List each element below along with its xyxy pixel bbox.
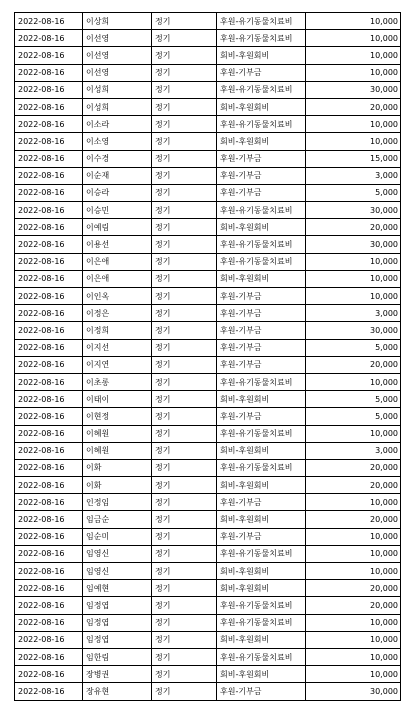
date-cell: 2022-08-16	[15, 64, 83, 81]
donor-name-cell: 이승라	[83, 184, 152, 201]
table-row	[15, 477, 401, 494]
amount-cell: 10,000	[306, 631, 401, 648]
amount-cell: 20,000	[306, 511, 401, 528]
amount-cell: 10,000	[306, 288, 401, 305]
donor-name-cell: 이혜원	[83, 442, 152, 459]
category-cell: 후원-기부금	[217, 528, 306, 545]
donation-type-cell: 정기	[152, 339, 217, 356]
donor-name-cell: 이예림	[83, 219, 152, 236]
category-cell: 후원-기부금	[217, 167, 306, 184]
category-cell: 후원-유기동물치료비	[217, 30, 306, 47]
table-row	[15, 614, 401, 631]
category-cell: 후원-유기동물치료비	[217, 545, 306, 562]
date-cell: 2022-08-16	[15, 253, 83, 270]
donation-type-cell: 정기	[152, 425, 217, 442]
category-cell: 후원-유기동물치료비	[217, 459, 306, 476]
date-cell: 2022-08-16	[15, 322, 83, 339]
amount-cell: 30,000	[306, 322, 401, 339]
category-cell: 회비-후원회비	[217, 391, 306, 408]
table-row	[15, 47, 401, 64]
table-row	[15, 219, 401, 236]
donor-name-cell: 임한림	[83, 648, 152, 665]
date-cell: 2022-08-16	[15, 459, 83, 476]
date-cell: 2022-08-16	[15, 270, 83, 287]
donor-name-cell: 이용선	[83, 236, 152, 253]
donation-type-cell: 정기	[152, 184, 217, 201]
table-row	[15, 391, 401, 408]
category-cell: 회비-후원회비	[217, 580, 306, 597]
table-row	[15, 356, 401, 373]
donation-type-cell: 정기	[152, 459, 217, 476]
donor-name-cell: 이선영	[83, 30, 152, 47]
donation-type-cell: 정기	[152, 305, 217, 322]
date-cell: 2022-08-16	[15, 563, 83, 580]
donation-type-cell: 정기	[152, 666, 217, 683]
category-cell: 후원-유기동물치료비	[217, 425, 306, 442]
donor-name-cell: 장병권	[83, 666, 152, 683]
date-cell: 2022-08-16	[15, 30, 83, 47]
date-cell: 2022-08-16	[15, 184, 83, 201]
table-row	[15, 580, 401, 597]
category-cell: 회비-후원회비	[217, 666, 306, 683]
table-row	[15, 64, 401, 81]
donor-name-cell: 이초롱	[83, 373, 152, 390]
donor-name-cell: 이현정	[83, 408, 152, 425]
category-cell: 후원-유기동물치료비	[217, 614, 306, 631]
amount-cell: 30,000	[306, 81, 401, 98]
category-cell: 후원-유기동물치료비	[217, 597, 306, 614]
date-cell: 2022-08-16	[15, 442, 83, 459]
date-cell: 2022-08-16	[15, 648, 83, 665]
category-cell: 후원-유기동물치료비	[217, 253, 306, 270]
amount-cell: 10,000	[306, 13, 401, 30]
donor-name-cell: 이혜원	[83, 425, 152, 442]
donation-type-cell: 정기	[152, 614, 217, 631]
date-cell: 2022-08-16	[15, 511, 83, 528]
amount-cell: 10,000	[306, 563, 401, 580]
amount-cell: 10,000	[306, 47, 401, 64]
table-row	[15, 81, 401, 98]
donation-type-cell: 정기	[152, 253, 217, 270]
amount-cell: 20,000	[306, 356, 401, 373]
donation-type-cell: 정기	[152, 648, 217, 665]
donor-name-cell: 이선영	[83, 64, 152, 81]
table-row	[15, 597, 401, 614]
donor-name-cell: 임정엽	[83, 631, 152, 648]
donor-name-cell: 이인옥	[83, 288, 152, 305]
table-row	[15, 373, 401, 390]
donation-type-cell: 정기	[152, 202, 217, 219]
donor-name-cell: 이정은	[83, 305, 152, 322]
donation-type-cell: 정기	[152, 116, 217, 133]
donor-name-cell: 이지연	[83, 356, 152, 373]
amount-cell: 10,000	[306, 30, 401, 47]
donor-name-cell: 이화	[83, 459, 152, 476]
date-cell: 2022-08-16	[15, 614, 83, 631]
date-cell: 2022-08-16	[15, 339, 83, 356]
donation-type-cell: 정기	[152, 391, 217, 408]
date-cell: 2022-08-16	[15, 425, 83, 442]
donation-type-cell: 정기	[152, 477, 217, 494]
category-cell: 후원-기부금	[217, 356, 306, 373]
donation-type-cell: 정기	[152, 64, 217, 81]
donation-type-cell: 정기	[152, 511, 217, 528]
amount-cell: 20,000	[306, 98, 401, 115]
table-row	[15, 116, 401, 133]
category-cell: 후원-유기동물치료비	[217, 81, 306, 98]
date-cell: 2022-08-16	[15, 373, 83, 390]
category-cell: 후원-유기동물치료비	[217, 202, 306, 219]
date-cell: 2022-08-16	[15, 133, 83, 150]
date-cell: 2022-08-16	[15, 666, 83, 683]
category-cell: 후원-유기동물치료비	[217, 116, 306, 133]
category-cell: 회비-후원회비	[217, 442, 306, 459]
category-cell: 회비-후원회비	[217, 47, 306, 64]
table-row	[15, 288, 401, 305]
donor-name-cell: 임예현	[83, 580, 152, 597]
date-cell: 2022-08-16	[15, 477, 83, 494]
donor-name-cell: 이화	[83, 477, 152, 494]
category-cell: 후원-기부금	[217, 322, 306, 339]
table-row	[15, 408, 401, 425]
amount-cell: 10,000	[306, 648, 401, 665]
donation-type-cell: 정기	[152, 47, 217, 64]
table-row	[15, 270, 401, 287]
donation-ledger-table	[14, 12, 401, 701]
donation-type-cell: 정기	[152, 30, 217, 47]
table-row	[15, 528, 401, 545]
donation-type-cell: 정기	[152, 322, 217, 339]
donor-name-cell: 이소라	[83, 116, 152, 133]
amount-cell: 30,000	[306, 683, 401, 700]
table-row	[15, 459, 401, 476]
date-cell: 2022-08-16	[15, 545, 83, 562]
table-row	[15, 236, 401, 253]
category-cell: 후원-유기동물치료비	[217, 648, 306, 665]
date-cell: 2022-08-16	[15, 81, 83, 98]
amount-cell: 10,000	[306, 545, 401, 562]
amount-cell: 5,000	[306, 184, 401, 201]
category-cell: 후원-유기동물치료비	[217, 373, 306, 390]
category-cell: 회비-후원회비	[217, 477, 306, 494]
amount-cell: 10,000	[306, 373, 401, 390]
date-cell: 2022-08-16	[15, 13, 83, 30]
table-row	[15, 98, 401, 115]
amount-cell: 15,000	[306, 150, 401, 167]
donor-name-cell: 임영신	[83, 545, 152, 562]
donor-name-cell: 이성희	[83, 81, 152, 98]
donor-name-cell: 임영신	[83, 563, 152, 580]
amount-cell: 10,000	[306, 666, 401, 683]
donor-name-cell: 이은애	[83, 253, 152, 270]
date-cell: 2022-08-16	[15, 356, 83, 373]
amount-cell: 10,000	[306, 270, 401, 287]
table-row	[15, 13, 401, 30]
donor-name-cell: 장유현	[83, 683, 152, 700]
amount-cell: 3,000	[306, 442, 401, 459]
category-cell: 후원-기부금	[217, 150, 306, 167]
amount-cell: 10,000	[306, 528, 401, 545]
donation-type-cell: 정기	[152, 494, 217, 511]
category-cell: 회비-후원회비	[217, 511, 306, 528]
donation-type-cell: 정기	[152, 373, 217, 390]
amount-cell: 20,000	[306, 580, 401, 597]
donation-type-cell: 정기	[152, 356, 217, 373]
table-row	[15, 442, 401, 459]
donor-name-cell: 이수경	[83, 150, 152, 167]
date-cell: 2022-08-16	[15, 391, 83, 408]
amount-cell: 10,000	[306, 133, 401, 150]
date-cell: 2022-08-16	[15, 219, 83, 236]
donor-name-cell: 이선영	[83, 47, 152, 64]
donation-type-cell: 정기	[152, 236, 217, 253]
date-cell: 2022-08-16	[15, 150, 83, 167]
date-cell: 2022-08-16	[15, 597, 83, 614]
donation-type-cell: 정기	[152, 442, 217, 459]
amount-cell: 30,000	[306, 202, 401, 219]
donation-type-cell: 정기	[152, 528, 217, 545]
table-row	[15, 511, 401, 528]
donation-type-cell: 정기	[152, 597, 217, 614]
date-cell: 2022-08-16	[15, 288, 83, 305]
category-cell: 후원-기부금	[217, 339, 306, 356]
donor-name-cell: 임순미	[83, 528, 152, 545]
amount-cell: 5,000	[306, 408, 401, 425]
donation-type-cell: 정기	[152, 150, 217, 167]
table-row	[15, 545, 401, 562]
table-row	[15, 167, 401, 184]
table-row	[15, 683, 401, 700]
date-cell: 2022-08-16	[15, 580, 83, 597]
table-row	[15, 30, 401, 47]
amount-cell: 20,000	[306, 219, 401, 236]
ledger-body	[15, 13, 401, 701]
category-cell: 회비-후원회비	[217, 270, 306, 287]
table-row	[15, 253, 401, 270]
category-cell: 후원-유기동물치료비	[217, 13, 306, 30]
table-row	[15, 202, 401, 219]
donation-type-cell: 정기	[152, 288, 217, 305]
table-row	[15, 563, 401, 580]
donor-name-cell: 인정임	[83, 494, 152, 511]
amount-cell: 10,000	[306, 253, 401, 270]
date-cell: 2022-08-16	[15, 98, 83, 115]
date-cell: 2022-08-16	[15, 167, 83, 184]
amount-cell: 5,000	[306, 339, 401, 356]
table-row	[15, 648, 401, 665]
amount-cell: 5,000	[306, 391, 401, 408]
donation-type-cell: 정기	[152, 408, 217, 425]
table-row	[15, 150, 401, 167]
table-row	[15, 305, 401, 322]
date-cell: 2022-08-16	[15, 683, 83, 700]
donor-name-cell: 이태이	[83, 391, 152, 408]
table-row	[15, 425, 401, 442]
category-cell: 회비-후원회비	[217, 563, 306, 580]
category-cell: 후원-기부금	[217, 305, 306, 322]
amount-cell: 3,000	[306, 167, 401, 184]
donation-type-cell: 정기	[152, 133, 217, 150]
category-cell: 후원-기부금	[217, 184, 306, 201]
category-cell: 후원-기부금	[217, 64, 306, 81]
donor-name-cell: 이은애	[83, 270, 152, 287]
donor-name-cell: 이정희	[83, 322, 152, 339]
donor-name-cell: 이승민	[83, 202, 152, 219]
date-cell: 2022-08-16	[15, 236, 83, 253]
category-cell: 후원-유기동물치료비	[217, 236, 306, 253]
date-cell: 2022-08-16	[15, 116, 83, 133]
table-row	[15, 631, 401, 648]
category-cell: 후원-기부금	[217, 683, 306, 700]
donor-name-cell: 이성희	[83, 98, 152, 115]
amount-cell: 10,000	[306, 116, 401, 133]
table-row	[15, 133, 401, 150]
date-cell: 2022-08-16	[15, 305, 83, 322]
donor-name-cell: 임정엽	[83, 614, 152, 631]
date-cell: 2022-08-16	[15, 631, 83, 648]
donor-name-cell: 이순재	[83, 167, 152, 184]
date-cell: 2022-08-16	[15, 202, 83, 219]
amount-cell: 3,000	[306, 305, 401, 322]
donation-type-cell: 정기	[152, 219, 217, 236]
amount-cell: 30,000	[306, 236, 401, 253]
donation-type-cell: 정기	[152, 167, 217, 184]
category-cell: 회비-후원회비	[217, 631, 306, 648]
table-row	[15, 322, 401, 339]
table-row	[15, 339, 401, 356]
amount-cell: 10,000	[306, 494, 401, 511]
donor-name-cell: 임금순	[83, 511, 152, 528]
donation-type-cell: 정기	[152, 631, 217, 648]
donation-type-cell: 정기	[152, 98, 217, 115]
category-cell: 회비-후원회비	[217, 133, 306, 150]
amount-cell: 10,000	[306, 425, 401, 442]
table-row	[15, 494, 401, 511]
date-cell: 2022-08-16	[15, 494, 83, 511]
donation-type-cell: 정기	[152, 270, 217, 287]
date-cell: 2022-08-16	[15, 408, 83, 425]
amount-cell: 20,000	[306, 477, 401, 494]
category-cell: 회비-후원회비	[217, 219, 306, 236]
donation-type-cell: 정기	[152, 81, 217, 98]
donation-type-cell: 정기	[152, 563, 217, 580]
category-cell: 후원-기부금	[217, 494, 306, 511]
date-cell: 2022-08-16	[15, 47, 83, 64]
amount-cell: 10,000	[306, 614, 401, 631]
donation-type-cell: 정기	[152, 683, 217, 700]
table-row	[15, 184, 401, 201]
amount-cell: 20,000	[306, 597, 401, 614]
category-cell: 후원-기부금	[217, 408, 306, 425]
amount-cell: 20,000	[306, 459, 401, 476]
date-cell: 2022-08-16	[15, 528, 83, 545]
donation-type-cell: 정기	[152, 580, 217, 597]
donor-name-cell: 이지선	[83, 339, 152, 356]
table-row	[15, 666, 401, 683]
donor-name-cell: 이소영	[83, 133, 152, 150]
amount-cell: 10,000	[306, 64, 401, 81]
donor-name-cell: 임정엽	[83, 597, 152, 614]
donation-type-cell: 정기	[152, 545, 217, 562]
category-cell: 회비-후원회비	[217, 98, 306, 115]
category-cell: 후원-기부금	[217, 288, 306, 305]
donation-type-cell: 정기	[152, 13, 217, 30]
donor-name-cell: 이상희	[83, 13, 152, 30]
